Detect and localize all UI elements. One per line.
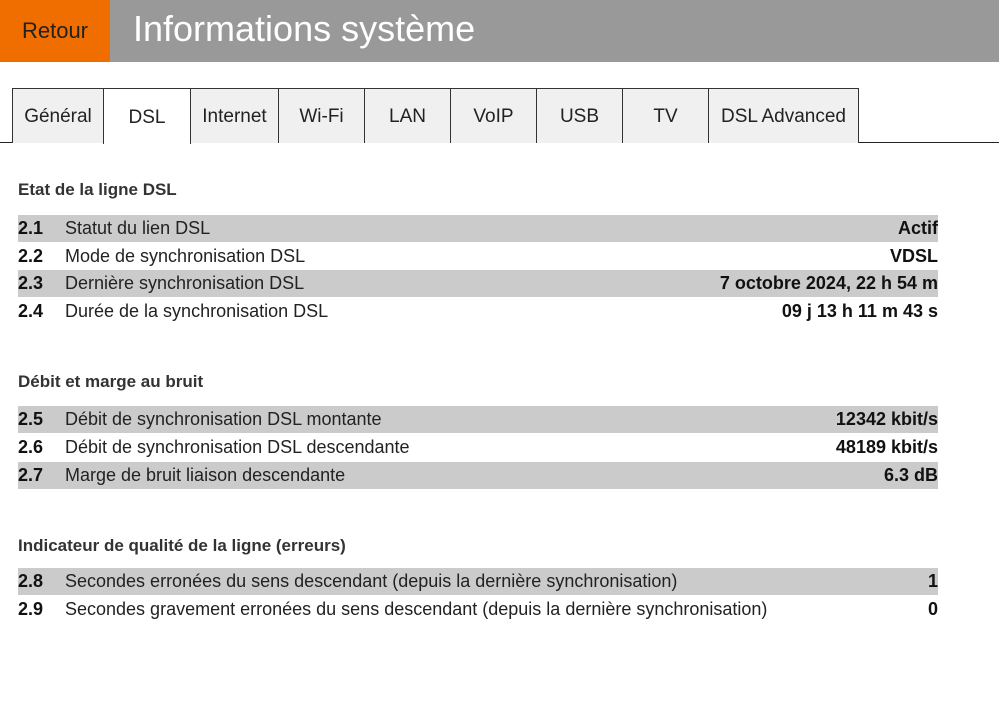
row-value: 0 <box>927 599 938 619</box>
row-value: Actif <box>898 218 938 238</box>
row-label: Durée de la synchronisation DSL <box>65 301 329 321</box>
row-value: 6.3 dB <box>883 465 938 485</box>
row-label: Statut du lien DSL <box>65 218 211 238</box>
row-label: Secondes erronées du sens descendant (depuis la dernière synchronisation) <box>65 571 678 591</box>
row-value: 7 octobre 2024, 22 h 54 m <box>719 273 938 293</box>
tab-internet[interactable]: Internet <box>190 88 279 143</box>
row-number: 2.5 <box>18 409 44 429</box>
row-number: 2.9 <box>18 599 44 619</box>
row-number: 2.6 <box>18 437 44 457</box>
section-title-dsl-line-state: Etat de la ligne DSL <box>18 180 177 199</box>
info-row-sync-duration <box>18 298 938 325</box>
row-value: 09 j 13 h 11 m 43 s <box>781 301 938 321</box>
row-number: 2.2 <box>18 246 44 266</box>
row-value: VDSL <box>889 246 938 266</box>
row-label: Débit de synchronisation DSL descendante <box>65 437 410 457</box>
row-value: 48189 kbit/s <box>835 437 938 457</box>
row-label: Mode de synchronisation DSL <box>65 246 306 266</box>
row-value: 12342 kbit/s <box>835 409 938 429</box>
info-row-last-sync <box>18 270 938 297</box>
info-row-errored-seconds <box>18 568 938 595</box>
row-number: 2.4 <box>18 301 44 321</box>
info-row-sync-mode <box>18 243 938 270</box>
info-row-noise-margin <box>18 462 938 489</box>
tab-wifi[interactable]: Wi-Fi <box>278 88 365 143</box>
info-row-severely-errored-seconds <box>18 596 938 623</box>
row-value: 1 <box>927 571 938 591</box>
row-label: Débit de synchronisation DSL montante <box>65 409 382 429</box>
tab-dsl-advanced[interactable]: DSL Advanced <box>708 88 859 143</box>
tab-voip[interactable]: VoIP <box>450 88 537 143</box>
info-row-downstream-rate <box>18 434 938 461</box>
tab-lan[interactable]: LAN <box>364 88 451 143</box>
tab-tv[interactable]: TV <box>622 88 709 143</box>
row-number: 2.7 <box>18 465 44 485</box>
info-row-upstream-rate <box>18 406 938 433</box>
info-row-link-status <box>18 215 938 242</box>
section-title-line-quality: Indicateur de qualité de la ligne (erreurs) <box>18 536 346 555</box>
row-number: 2.8 <box>18 571 44 591</box>
section-title-rate-noise: Débit et marge au bruit <box>18 372 204 391</box>
tab-bar <box>0 88 999 144</box>
page-header <box>0 0 999 62</box>
row-number: 2.1 <box>18 218 44 238</box>
tab-general[interactable]: Général <box>12 88 104 143</box>
row-number: 2.3 <box>18 273 44 293</box>
tab-dsl[interactable]: DSL <box>103 88 191 144</box>
row-label: Dernière synchronisation DSL <box>65 273 305 293</box>
row-label: Marge de bruit liaison descendante <box>65 465 346 485</box>
row-label: Secondes gravement erronées du sens descendant (depuis la dernière synchronisation) <box>65 599 768 619</box>
tab-usb[interactable]: USB <box>536 88 623 143</box>
page-title: Informations système <box>133 8 476 49</box>
back-button[interactable]: Retour <box>0 0 110 62</box>
